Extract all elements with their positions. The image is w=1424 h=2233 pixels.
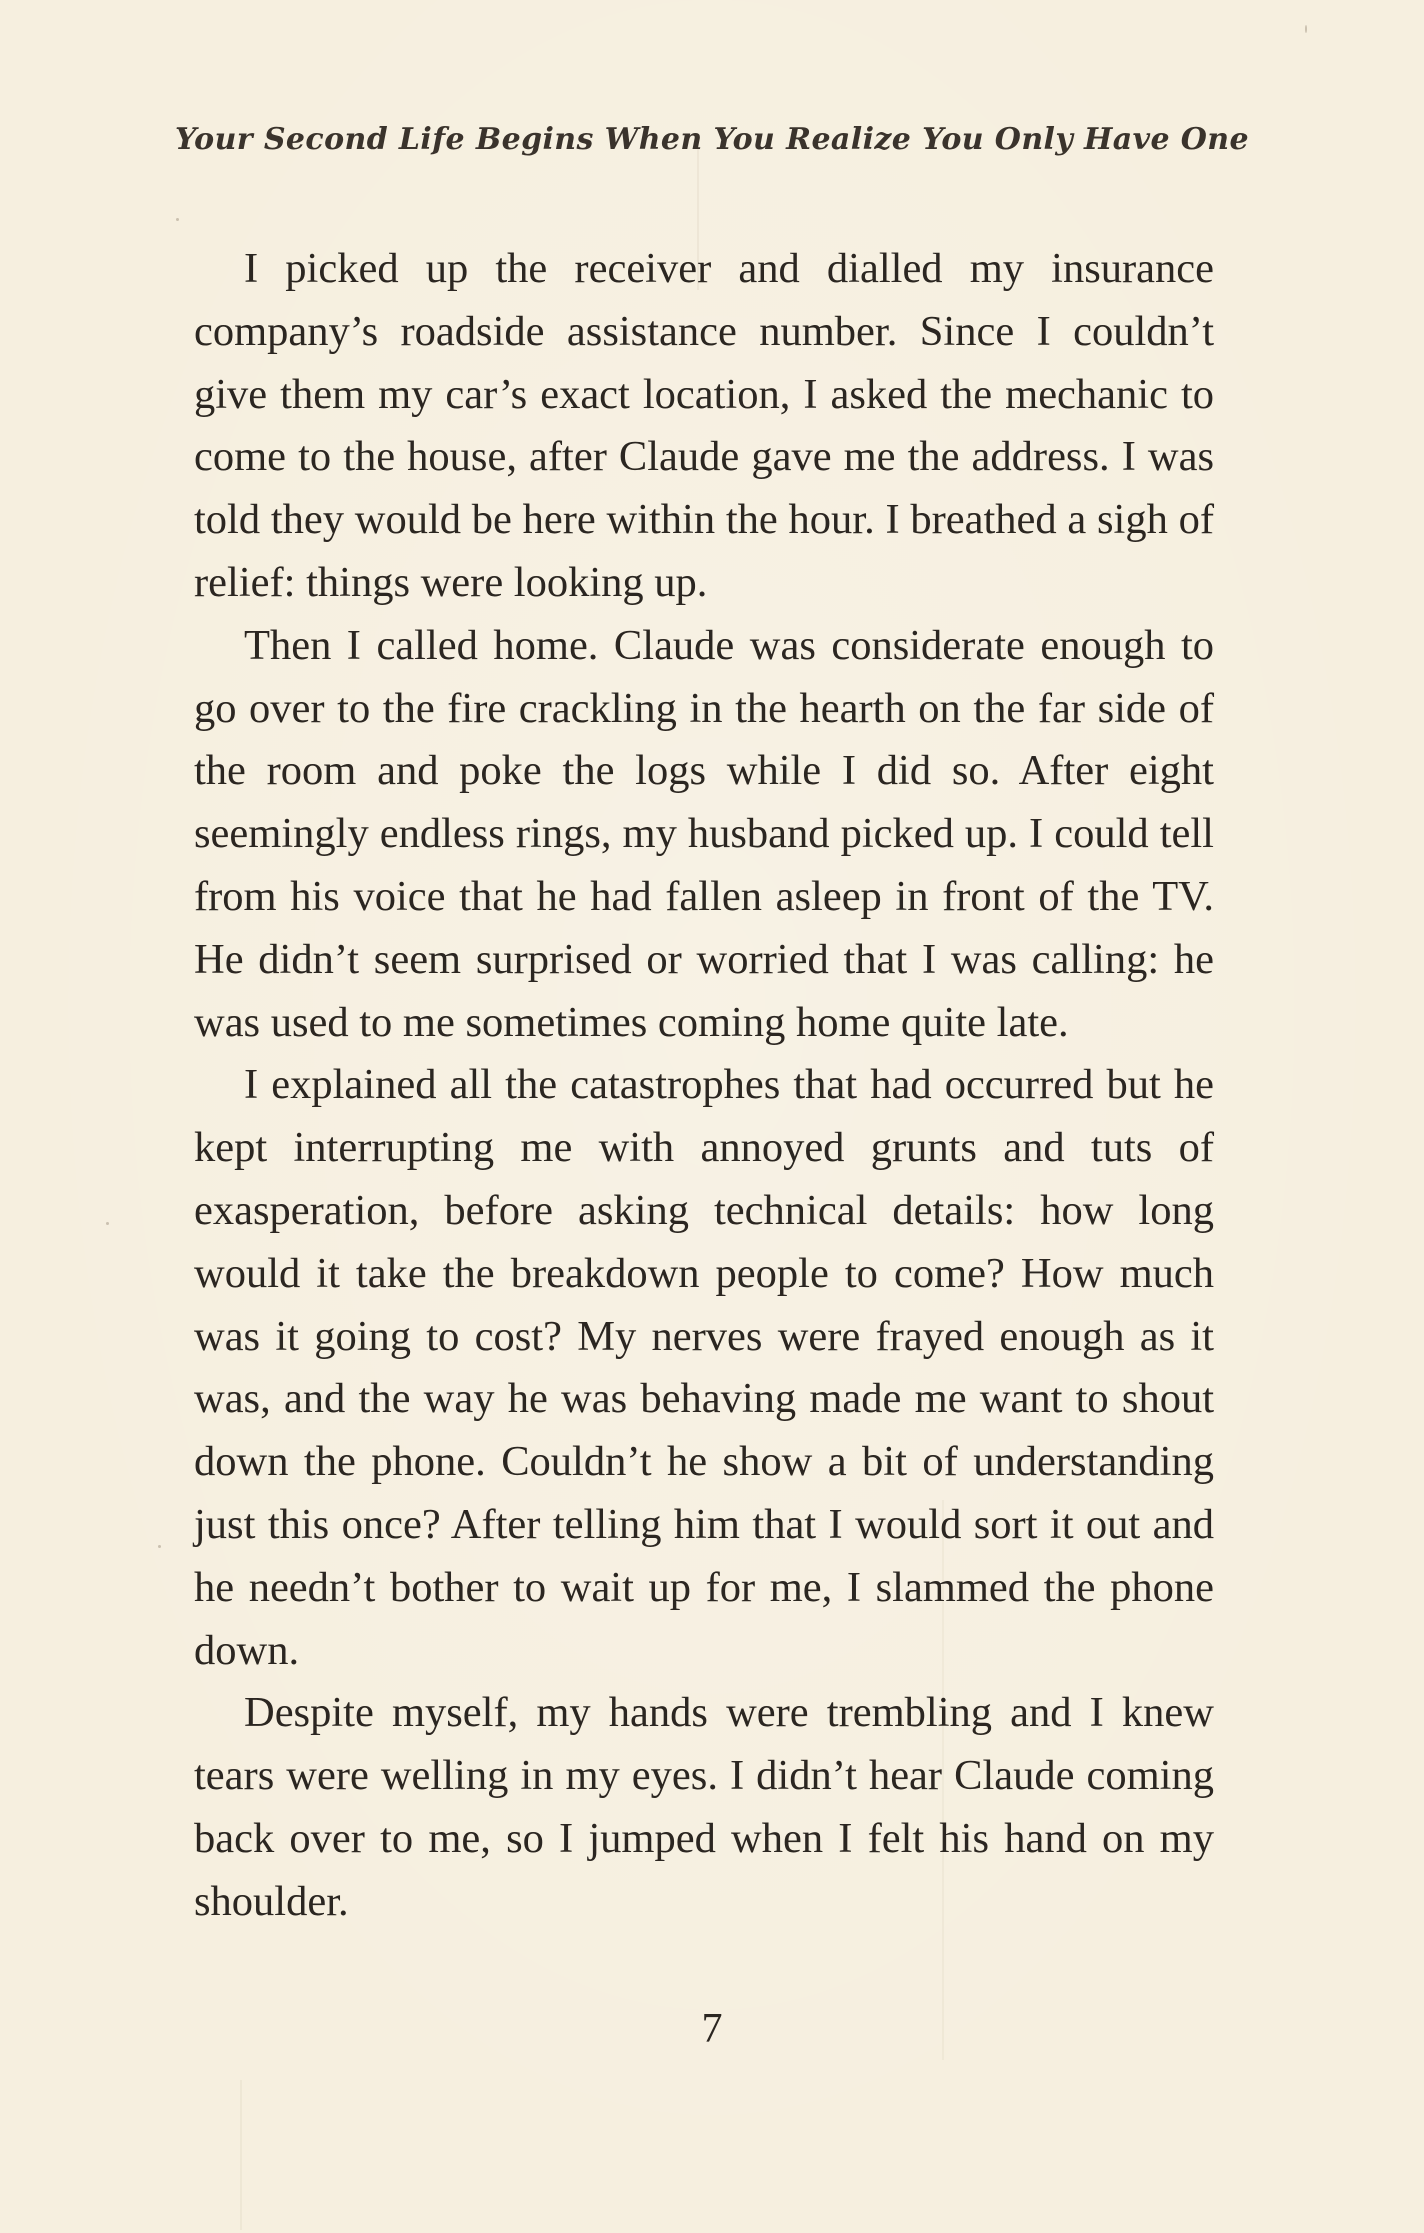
paragraph: I explained all the catastrophes that had occurred but he kept interrupting me with annoyed grunts and tuts of exasperation, before asking technical details: how long would it take the breakdown people to come? How much was it going to cost? My nerves were frayed enough as it was, and the way he was behaving made me want to shout down the phone. Couldn’t he show a bit of understanding just this once? After telling him that I would sort it out and he needn’t bother to wait up for me, I slammed the phone down.	[194, 1061, 1214, 1674]
paper-speck	[176, 218, 179, 221]
paper-speck	[1305, 25, 1307, 33]
paper-crease	[240, 2080, 242, 2230]
paragraph: Then I called home. Claude was considerate enough to go over to the fire crackling in the hearth on the far side of the room and poke the logs while I did so. After eight seemingly endless rings, my husband picked up. I could tell from his voice that he had fallen asleep in front of the TV. He didn’t seem surprised or worried that I was calling: he was used to me sometimes coming home quite late.	[194, 621, 1214, 1046]
paper-speck	[106, 1222, 109, 1225]
paper-speck	[158, 1545, 161, 1548]
body-text	[194, 238, 1214, 1934]
paragraph: Despite myself, my hands were trembling and I knew tears were welling in my eyes. I didn’t hear Claude coming back over to me, so I jumped when I felt his hand on my shoulder.	[194, 1689, 1214, 1925]
page-number: 7	[701, 2006, 723, 2052]
running-head: Your Second Life Begins When You Realize You Only Have One	[174, 122, 1250, 157]
paragraph: I picked up the receiver and dialled my insurance company’s roadside assistance number. Since I couldn’t give them my car’s exact location, I asked the mechanic to come to the house, after Claude gave me the address. I was told they would be here within the hour. I breathed a sigh of relief: things were looking up.	[194, 245, 1214, 606]
